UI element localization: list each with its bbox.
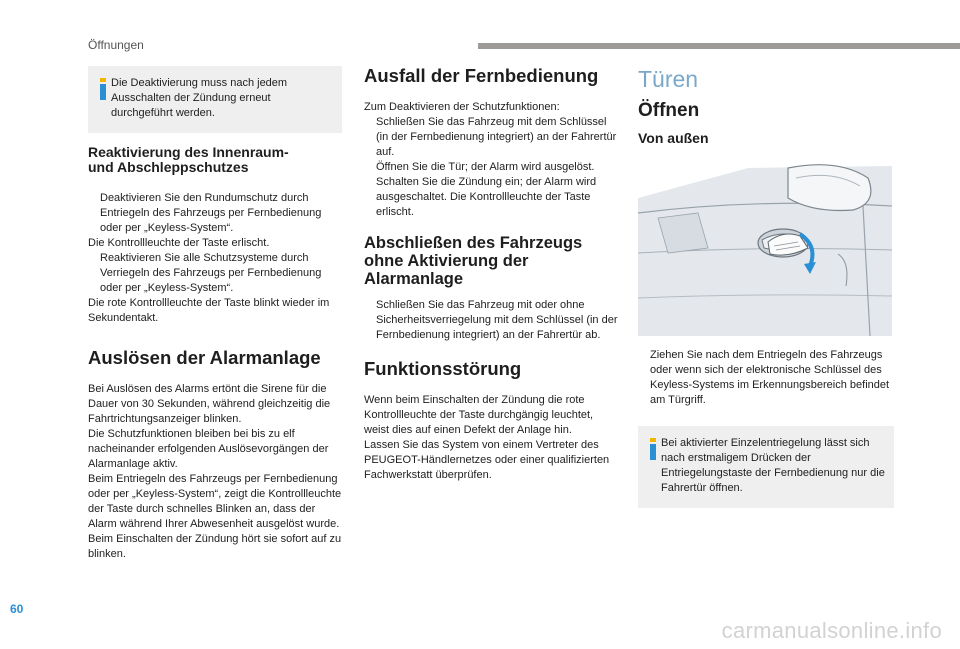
heading-from-outside: Von außen [638,130,709,146]
heading-reactivation: Reaktivierung des Innenraum- und Abschleppschutzes [88,144,289,175]
page-number: 60 [10,602,24,616]
list-item: Deaktivieren Sie den Rundumschutz durch Entriegeln des Fahrzeugs per Fernbedienung oder per „Keyless-System“. [100,192,322,234]
header-bar [478,43,960,49]
paragraph: Wenn beim Einschalten der Zündung die rote Kontrollleuchte der Taste durchgängig leuchtet, weist dies auf einen Defekt der Anlage hin. [364,394,594,436]
heading-remote-failure: Ausfall der Fernbedienung [364,65,599,86]
page-title: Türen [638,66,699,92]
info-note-text: Die Deaktivierung muss nach jedem Ausschalten der Zündung erneut durchgeführt werden. [111,77,288,119]
column-2 [364,66,618,483]
section-label: Öffnungen [88,38,144,52]
info-bar-icon [97,78,109,100]
watermark: carmanualsonline.info [721,618,942,643]
info-note-text: Bei aktivierter Einzelentriegelung lässt sich nach erstmaligem Drücken der Entriegelungstaste der Fernbedienung nur die Fahrertür öffnen. [661,437,885,494]
heading-alarm-trigger: Auslösen der Alarmanlage [88,347,321,368]
paragraph: Die rote Kontrollleuchte der Taste blinkt wieder im Sekundentakt. [88,297,330,324]
list-item: Schließen Sie das Fahrzeug mit dem Schlüssel (in der Fernbedienung integriert) an der Fahrertür auf. [376,116,617,158]
info-bar-icon [647,438,659,460]
info-note [88,66,342,133]
paragraph: Bei Auslösen des Alarms ertönt die Sirene für die Dauer von 30 Sekunden, während gleichzeitig die Fahrtrichtungsanzeiger blinken. [88,383,331,425]
paragraph: Lassen Sie das System von einem Vertreter des PEUGEOT-Händlernetzes oder einer qualifizierten Fachwerkstatt überprüfen. [364,439,610,481]
heading-open: Öffnen [638,100,700,121]
heading-lock-without-alarm: Abschließen des Fahrzeugs ohne Aktivierung der Alarmanlage [364,234,583,288]
heading-malfunction: Funktionsstörung [364,358,522,379]
list-item: Schließen Sie das Fahrzeug mit oder ohne Sicherheitsverriegelung mit dem Schlüssel (in der Fernbedienung integriert) an der Fahrertür ab. [376,299,618,341]
paragraph: Die Kontrollleuchte der Taste erlischt. [88,237,270,249]
list-item: Reaktivieren Sie alle Schutzsysteme durch Verriegeln des Fahrzeugs per Fernbedienung oder per „Keyless-System“. [100,252,322,294]
column-3 [638,66,894,508]
list-item: Öffnen Sie die Tür; der Alarm wird ausgelöst. [376,161,595,173]
paragraph: Die Schutzfunktionen bleiben bei bis zu elf nacheinander erfolgenden Auslösevorgängen der Alarmanlage aktiv. [88,428,329,470]
door-handle-illustration [638,158,892,336]
column-1 [88,66,342,562]
list-item: Schalten Sie die Zündung ein; der Alarm wird ausgeschaltet. Die Kontrollleuchte der Taste erlischt. [376,176,597,218]
paragraph: Beim Entriegeln des Fahrzeugs per Fernbedienung oder per „Keyless-System“, zeigt die Kontrollleuchte der Taste durch schnelles Blinken an, dass der Alarm während Ihrer Abwesenheit ausgelöst wurde. Beim Einschalten der Zündung hört sie sofort auf zu blinken. [88,473,342,560]
paragraph: Zum Deaktivieren der Schutzfunktionen: [364,101,560,113]
list-item: Ziehen Sie nach dem Entriegeln des Fahrzeugs oder wenn sich der elektronische Schlüssel des Keyless-Systems im Erkennungsbereich befindet am Türgriff. [650,349,890,406]
info-note [638,426,894,508]
